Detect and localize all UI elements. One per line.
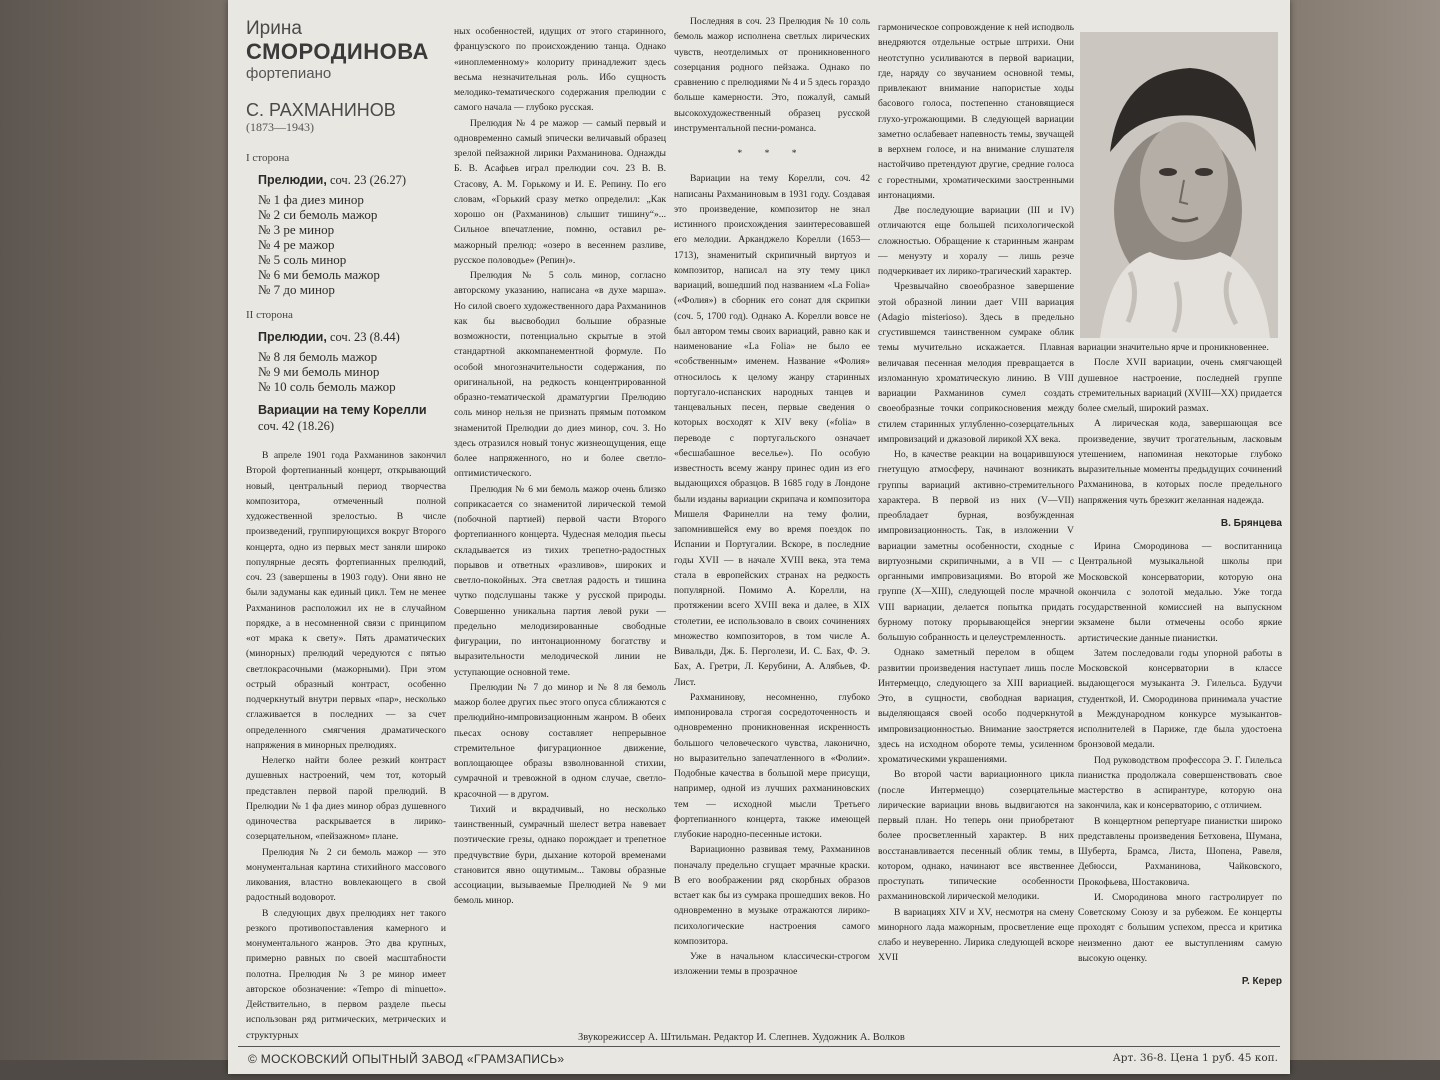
biography-paragraph: И. Смородинова много гастролирует по Советскому Союзу и за рубежом. Ее концерты проходят с большим успехом, пресса и критика неизменно дают ее выступлениям самую высокую оценку. [1078, 891, 1282, 964]
track-list-item: № 10 соль бемоль мажор [258, 379, 396, 394]
annotation-paragraph: Однако заметный перелом в общем развитии произведения наступает лишь после Интермеццо, следующего за XIII вариацией. Это, в сущности, свободная вариация, выделяющаяся своей особо подчеркнутой импровизационностью. Внимание заостряется здесь на исходном обороте темы, усиленном хроматическими украшениями. [878, 647, 1074, 765]
track-list-item: № 5 соль минор [258, 252, 347, 267]
catalog-price: Арт. 36-8. Цена 1 руб. 45 коп. [1112, 1052, 1278, 1064]
annotation-paragraph: А лирическая кода, завершающая все произведение, звучит трогательным, ласковым утешением, напоминая некоторые глубоко выразительные моменты предыдущих сочинений Рахманинова, в которых после предельного напряжения чуть брезжит желанная надежда. [1078, 418, 1282, 506]
biography-paragraph: Ирина Смородинова — воспитанница Центральной музыкальной школы при Московской консерватории, которую она окончила с золотой медалью. Уже тогда государственной комиссией на выпускном экзамене были отмечены особо яркие артистические данные пианистки. [1078, 541, 1282, 644]
opus-detail: соч. 23 (26.27) [329, 173, 407, 187]
annotation-paragraph: Но, в качестве реакции на воцарившуюся гнетущую атмосферу, начинают возникать группы вариаций активно-стремительного характера. В первой из них (V—VII) преобладает бурная, возбужденная импровизационность. Так, в изложении V вариации заметны особенности, сходные с виртуозными скрипичными, а в VII — с органными импровизациями. Во второй же группе (X—XIII), следующей после мрачной VIII вариации, делается попытка придать бурному потоку прорывающейся энергии большую собранность и целеустремленность. [878, 449, 1074, 643]
annotation-paragraph: Вариационно развивая тему, Рахманинов поначалу предельно сгущает мрачные краски. В его воображении ряд скорбных образов встает как бы из сумрака прошедших веков. Но одновременно в музыке отражаются лирико-психологические настроения самого композитора. [674, 844, 870, 947]
annotation-paragraph: Последняя в соч. 23 Прелюдия № 10 соль бемоль мажор исполнена светлых лирических чувств, неотделимых от проникновенного созерцания родного пейзажа. Однако по сравнению с прелюдиями № 4 и 5 здесь гораздо больше камерности. Это, пожалуй, самый высокохудожественный образец русской инструментальной песни-романса. [674, 16, 870, 134]
annotation-paragraph: Нелегко найти более резкий контраст душевных настроений, чем тот, который представлен первой парой прелюдий. В Прелюдии № 1 фа диез минор образ душевного одиночества раскрывается в лирико-созерцательном, «пейзажном» плане. [246, 755, 446, 843]
opus-title: Прелюдии, [258, 173, 327, 187]
publisher-label: © МОСКОВСКИЙ ОПЫТНЫЙ ЗАВОД «ГРАМЗАПИСЬ» [248, 1052, 565, 1066]
annotation-paragraph: Прелюдия № 5 соль минор, согласно авторскому указанию, написана «в духе марша». Но силой своего художественного дара Рахманинов как бы высвободил большие образные возможности, потенциально скрытые в этой стандартной аккомпанементной формуле. По особой многозначительности содержания, по оригинальной, на редкость концентрированной образно-тематической драматургии Прелюдию соль минор нельзя не признать прямым потомком знаменитой Прелюдии до диез минор, соч. 3. Но здесь отразился новый тонус жизнеощущения, еще более напряженного, но и более светло-оптимистического. [454, 270, 666, 480]
section-divider: * * * [737, 148, 807, 159]
annotation-paragraph: Чрезвычайно своеобразное завершение этой образной линии дает VIII вариация (Adagio misterioso). Здесь в предельно сгустившемся таинственном сумраке облик темы мучительно искажается. Плавная величавая песенная мелодия превращается в изломанную хроматическую линию. В VIII вариации Рахманинов сумел создать своеобразные точки соприкосновения между стилем старинных углубленно-созерцательных импровизаций и джазовой лирикой XX века. [878, 281, 1074, 445]
side-1-opus [258, 172, 446, 188]
variations-title [258, 402, 446, 434]
production-credits: Звукорежиссер А. Штильман. Редактор И. Слепнев. Художник А. Волков [578, 1032, 905, 1043]
column-2 [454, 24, 666, 909]
annotation-paragraph: вариации значительно ярче и проникновеннее. [1078, 342, 1269, 353]
opus-title: Прелюдии, [258, 330, 327, 344]
annotation-paragraph: Вариации на тему Корелли, соч. 42 написаны Рахманиновым в 1931 году. Создавая это произведение, композитор не знал истинного происхождения заинтересовавшей его мелодии. Арканджело Корелли (1653—1713), знаменитый скрипичный виртуоз и композитор, написал на эту тему цикл вариаций, вошедший под названием «La Folia» («Фолия») в сборник его сонат для скрипки (соч. 5, 1700 год). Однако А. Корелли вовсе не был автором темы своих вариаций, равно как и наименование «La Folia» не было ее «собственным» именем. Название «Фолия» относилось к целому жанру старинных португало-испанских народных танцев и танцевальных песен, первые сведения о которых восходят к XIV веку («folia» в переводе с португальского означает «бесшабашное веселье»). По особую известность всему жанру принес один из его выдающихся образцов. В 1685 году в Лондоне были изданы вариации скрипача и композитора Мишеля Фаринелли на тему фолии, запомнившейся ему во время поездок по Испании и Португалии. Вскоре, в последние годы XVII — в начале XVIII века, эта тема стала в европейских странах на редкость популярной. Помимо А. Корелли, на протяжении всего XVIII века и далее, в XIX столетии, ее использовало в своих сочинениях множество композиторов, в том числе А. Вивальди, Дж. Б. Перголези, И. С. Бах, Ф. Э. Бах, А. Гретри, Л. Керубини, А. Алябьев, Ф. Лист. [674, 173, 870, 688]
annotation-paragraph: В следующих двух прелюдиях нет такого резкого противопоставления камерного и монументального жанров. Это два крупных, примерно равных по своей масштабности полотна. Прелюдия № 3 ре минор имеет авторское обозначение: «Tempo di minuetto». Действительно, в первом разделе пьесы использован ряд ритмических, метрических и структурных [246, 907, 446, 1041]
column-5 [1078, 340, 1282, 997]
artist-last-name: СМОРОДИНОВА [246, 39, 429, 64]
variations-title-text: Вариации на тему Корелли [258, 403, 427, 417]
track-list-item: № 1 фа диез минор [258, 192, 364, 207]
annotation-paragraph: гармоническое сопровождение к ней исподволь внедряются отдельные острые штрихи. Они неотступно усиливаются в первой вариации, где, наряду со звучанием основной темы, привлекают внимание напористые ходы басового голоса, постепенно становящиеся глухо-угрожающими. В следующей вариации заметно ослабевает напевность темы, звучащей в верхнем голосе, и на внимание слушателя настойчиво претендуют другие, средние голоса с горестными, хроматическими заостренными интонациями. [878, 22, 1074, 201]
background-right [1290, 0, 1440, 1080]
track-list-item: № 8 ля бемоль мажор [258, 349, 378, 364]
annotation-paragraph: ных особенностей, идущих от этого старинного, французского по происхождению танца. Однако «иноплеменному» колориту принадлежит здесь весьма незначительная роль. Ибо сущность мелодико-тематического содержания прелюдии с самого начала — глубоко русская. [454, 26, 666, 114]
biography-paragraph: Затем последовали годы упорной работы в Московской консерватории в классе выдающегося музыканта Э. Гилельса. Будучи студенткой, И. Смородинова принимала участие в Международном конкурсе музыкантов-исполнителей в Париже, где была удостоена бронзовой медали. [1078, 647, 1282, 751]
artist-first-name: Ирина [246, 18, 302, 39]
annotation-paragraph: В апреле 1901 года Рахманинов закончил Второй фортепианный концерт, открывающий новый, центральный период творчества композитора, отмеченный полной художественной зрелостью. В числе произведений, группирующихся вокруг Второго концерта, одно из первых мест заняли широко популярные десять фортепианных прелюдий, соч. 23 (завершены в 1903 году). Они явно не были задуманы как единый цикл. Тем не менее Рахманинов расположил их не в случайном порядке, а в несомненной связи с принципом «от мрака к свету». Пять драматических (минорных) прелюдий чередуются с пятью светлокрасочными (мажорными). При этом острый образный контраст, особенно подчеркнутый внутри первых «пар», несколько сглаживается в последних — за счет определенного смягчения драматического напряжения в минорных прелюдиях. [246, 450, 446, 751]
annotation-paragraph: Прелюдии № 7 до минор и № 8 ля бемоль мажор более других пьес этого опуса сближаются с прелюдийно-импровизационным жанром. В обеих пьесах основу составляет непрерывное стремительное фигурационное движение, воплощающее образы взволнованной стихии, сумрачной и тревожной в одном случае, светло-красочной — в другом. [454, 681, 666, 800]
side-2-opus [258, 329, 446, 345]
annotation-paragraph: Во второй части вариационного цикла (после Интермеццо) созерцательные лирические вариации вновь выдвигаются на первый план. Но теперь они приобретают более просветленный характер. В них восстанавливается песенный облик темы, в котором, однако, начинают все явственнее проступать типические особенности рахманиновской лирической мелодики. [878, 769, 1074, 903]
track-list-item: № 6 ми бемоль мажор [258, 267, 380, 282]
annotation-paragraph: Прелюдия № 4 ре мажор — самый первый и одновременно самый эпически величавый образец зрелой пейзажной лирики Рахманинова. Однажды Б. В. Асафьев играл прелюдии соч. 23 В. В. Стасову, А. М. Горькому и И. Е. Репину. По его словам, «Горький сразу метко определил: „Как хорошо он (Рахманинов) слышит тишину“»... Сильное впечатление, помню, оставил ре-мажорный прелюд: «озеро в весеннем разливе, русское половодье» (Репин)». [454, 117, 666, 266]
track-list-item: № 2 си бемоль мажор [258, 207, 378, 222]
column-4 [878, 20, 1074, 966]
composer: С. РАХМАНИНОВ [246, 100, 396, 120]
track-list-item: № 7 до минор [258, 282, 335, 297]
annotation-paragraph: После XVII вариации, очень смягчающей душевное настроение, последней группе стремительных вариаций (XVIII—XX) придается более смелый, широкий размах. [1078, 357, 1282, 414]
variations-detail: соч. 42 (18.26) [258, 419, 335, 433]
side-2-label: II сторона [246, 309, 293, 321]
opus-detail: соч. 23 (8.44) [329, 330, 400, 344]
annotation-paragraph: Уже в начальном классически-строгом изложении темы в прозрачное [674, 951, 870, 978]
annotation-paragraph: Две последующие вариации (III и IV) отличаются еще большей психологической сложностью. Обращение к старинным жанрам — менуэту и хоралу — лишь резче подчеркивает их лирико-трагический характер. [878, 205, 1074, 277]
track-list-item: № 3 ре минор [258, 222, 335, 237]
footer-divider [238, 1046, 1280, 1047]
annotation-paragraph: Прелюдия № 2 си бемоль мажор — это монументальная картина стихийного массового ликования, властно вовлекающего в свой радостный водоворот. [246, 846, 446, 904]
annotation-paragraph: В вариациях XIV и XV, несмотря на смену минорного лада мажорным, просветление еще слабо и неуверенно. Лирика следующей вскоре XVII [878, 906, 1074, 964]
annotation-paragraph: Рахманинову, несомненно, глубоко импонировала строгая сосредоточенность и одновременно проникновенная искренность большого человеческого чувства, лаконично, но выразительно запечатленного в «Фолии». Подобные качества в большой мере присущи, например, одной из лучших рахманиновских тем — исходной мысли Третьего фортепианного концерта, также имеющей глубокие народно-песенные истоки. [674, 691, 870, 840]
column-3 [674, 14, 870, 980]
column-1 [246, 10, 446, 1043]
annotation-paragraph: Прелюдия № 6 ми бемоль мажор очень близко соприкасается со знаменитой лирической темой (побочной партией) первой части Второго фортепианного концерта. Чудесная мелодия пьесы складывается из тихих трепетно-радостных порывов и ответных «разливов», широких и светло-покойных. Эта светлая радость и тишина чутко подслушаны также у русской природы. Совершенно уникальна партия левой руки — предельно мелодизированные свободные фигурации, по интонационному богатству и выразительности мелодической линии не уступающие основной теме. [454, 483, 666, 678]
author-signature: Р. Керер [1241, 976, 1282, 987]
record-sleeve-back [228, 0, 1290, 1074]
instrument: фортепиано [246, 65, 332, 82]
biography-paragraph: Под руководством профессора Э. Г. Гилельса пианистка продолжала совершенствовать свое мастерство в аспирантуре, которую она закончила, как и консерваторию, с отличием. [1078, 754, 1282, 812]
biography-paragraph: В концертном репертуаре пианистки широко представлены произведения Бетховена, Шумана, Шуберта, Брамса, Листа, Шопена, Равеля, Дебюсси, Рахманинова, Чайковского, Прокофьева, Шостаковича. [1078, 815, 1282, 888]
background-left [0, 0, 232, 1080]
track-list-item: № 4 ре мажор [258, 237, 335, 252]
track-list-item: № 9 ми бемоль минор [258, 364, 380, 379]
artist-portrait-photo [1080, 32, 1278, 338]
annotation-paragraph: Тихий и вкрадчивый, но несколько таинственный, сумрачный шелест ветра навевает поэтические грезы, однако порождает и трепетное предчувствие бури, дыхание которой временами становится явно ощутимым... Таковы образные ассоциации, вызываемые Прелюдией № 9 ми бемоль минор. [454, 803, 666, 907]
author-signature: В. Брянцева [1220, 517, 1282, 529]
composer-years: (1873—1943) [246, 120, 314, 134]
side-1-label: I сторона [246, 152, 290, 164]
